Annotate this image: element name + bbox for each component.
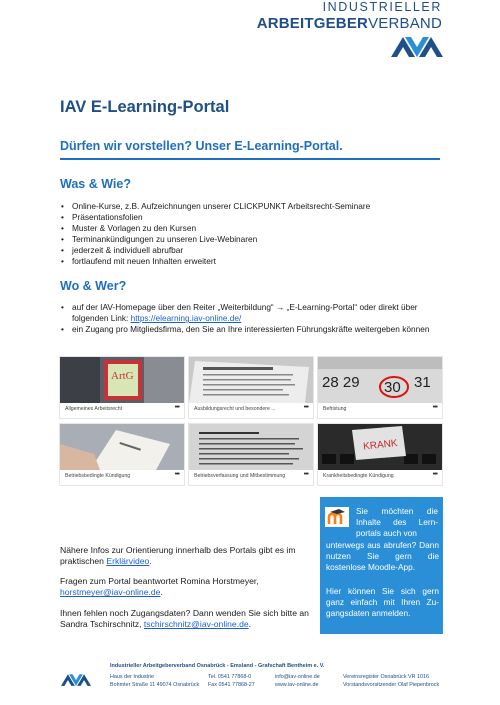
svg-text:KRANK: KRANK	[362, 437, 399, 453]
divider-rule	[60, 158, 440, 160]
explainer-video-link[interactable]: Erklärvideo	[106, 556, 150, 567]
tschirschnitz-email-link[interactable]: tschirschnitz@iav-online.de	[143, 619, 249, 630]
list-item	[60, 302, 445, 324]
info-paragraph-access	[60, 608, 320, 631]
calendar-image	[318, 357, 442, 403]
footer-line: Fax 0541 77868-27	[208, 681, 255, 688]
logo-line-2-thin: VERBAND	[368, 15, 442, 32]
moodle-text-2: unterwegs aus abrufen? Dann nutzen Sie gern die kostenlose Moodle-App.	[326, 540, 439, 573]
footer-web	[275, 674, 320, 690]
footer-phone	[208, 674, 255, 690]
info-text: Fragen zum Portal beantwortet Romina Horstmeyer,	[60, 576, 259, 586]
bullet-list-was-wie	[60, 201, 445, 268]
svg-text:28 29: 28 29	[322, 374, 360, 391]
list-item: • Präsentationsfolien	[60, 212, 445, 223]
contract-document-image	[189, 357, 313, 403]
logo-line-1: INDUSTRIELLER	[322, 0, 442, 14]
moodle-app-box	[320, 497, 443, 634]
more-options-icon[interactable]: •••	[174, 471, 179, 478]
course-tile-betriebsverfassung[interactable]	[188, 423, 314, 486]
letter-image	[60, 424, 184, 470]
more-options-icon[interactable]: •••	[303, 471, 308, 478]
list-item: • jederzeit & individuell abrufbar	[60, 245, 445, 256]
more-options-icon[interactable]: •••	[174, 404, 179, 411]
tile-label: Betriebsbedingte Kündigung	[65, 473, 131, 479]
elearning-link[interactable]: https://elearning.iav-online.de/	[130, 313, 242, 324]
moodle-text-1: Sie möchten die Inhalte des Lern-portals auch von	[356, 506, 438, 539]
course-tile-ausbildungsrecht[interactable]	[188, 356, 314, 419]
footer-line: Haus der Industrie	[110, 674, 155, 680]
moodle-text-3: Hier können Sie sich gern ganz einfach mit Ihren Zu-gangsdaten anmelden.	[326, 586, 439, 619]
list-item: • Terminankündigungen zu unseren Live-Webinaren	[60, 234, 445, 245]
section-heading-was-wie: Was & Wie?	[60, 177, 131, 191]
footer-line: Vereinsregister Osnabrück VR 1016	[343, 674, 429, 680]
more-options-icon[interactable]: •••	[303, 404, 308, 411]
tile-label: Befristung	[323, 406, 347, 412]
footer-logo-icon	[60, 672, 92, 687]
tile-label: Allgemeines Arbeitsrecht	[65, 406, 123, 412]
info-text-end: .	[160, 587, 163, 598]
more-options-icon[interactable]: •••	[432, 404, 437, 411]
moodle-icon	[325, 507, 349, 527]
svg-text:30: 30	[384, 379, 401, 396]
info-text-end: .	[149, 556, 152, 567]
footer-line: Bohmter Straße 11 49074 Osnabrück	[110, 681, 200, 688]
info-paragraph-questions	[60, 576, 320, 599]
more-options-icon[interactable]: •••	[432, 471, 437, 478]
footer-email-link[interactable]: info@iav-online.de	[275, 674, 320, 680]
info-text: Nähere Infos zur Orientierung innerhalb des Portals gibt es im praktischen	[60, 545, 296, 567]
footer-heading: Industrieller Arbeitgeberverband Osnabrück - Emsland - Grafschaft Bentheim e. V.	[110, 663, 325, 669]
list-item: • Muster & Vorlagen zu den Kursen	[60, 223, 445, 234]
bullet-list-wo-wer	[60, 302, 445, 335]
course-tile-allgemeines-arbeitsrecht[interactable]	[59, 356, 185, 419]
list-item: • fortlaufend mit neuen Inhalten erweitert	[60, 256, 445, 267]
info-paragraph-video	[60, 545, 320, 568]
logo-line-2	[257, 15, 442, 32]
logo-line-2-bold: ARBEITGEBER	[256, 15, 369, 32]
law-text-image	[189, 424, 313, 470]
svg-text:ArtG: ArtG	[111, 370, 134, 382]
tile-label: Betriebsverfassung und Mitbestimmung	[194, 473, 286, 479]
page-subtitle: Dürfen wir vorstellen? Unser E-Learning-Portal.	[60, 139, 343, 153]
footer-line: Tel. 0541 77868-0	[208, 674, 252, 680]
footer-website-link[interactable]: www.iav-online.de	[275, 681, 319, 688]
course-tile-betriebsbedingte-kuendigung[interactable]	[59, 423, 185, 486]
info-text-end: .	[248, 619, 252, 630]
list-item: • ein Zugang pro Mitgliedsfirma, den Sie an Ihre interessierten Führungskräfte weitergeben können	[60, 324, 445, 335]
list-item: • Online-Kurse, z.B. Aufzeichnungen unserer CLICKPUNKT Arbeitsrecht-Seminare	[60, 201, 445, 212]
section-heading-wo-wer: Wo & Wer?	[60, 279, 127, 293]
course-tile-befristung[interactable]	[317, 356, 443, 419]
artg-book-image	[60, 357, 184, 403]
svg-text:31: 31	[414, 374, 431, 391]
horstmeyer-email-link[interactable]: horstmeyer@iav-online.de	[60, 587, 161, 598]
footer-address	[110, 674, 199, 690]
footer-register	[343, 674, 439, 690]
footer-line: Vorstandsvorsitzender Olaf Piepenbrock	[343, 681, 440, 688]
keyboard-image	[318, 424, 442, 470]
course-tile-krankheitsbedingte-kuendigung[interactable]	[317, 423, 443, 486]
info-text: Ihnen fehlen noch Zugangsdaten? Dann wenden Sie sich bitte an Sandra Tschirschnitz,	[60, 608, 309, 630]
logo-mark-icon	[391, 33, 443, 59]
tile-label: Krankheitsbedingte Kündigung	[323, 473, 394, 479]
page-title: IAV E-Learning-Portal	[60, 98, 230, 116]
tile-label: Ausbildungsrecht und besondere ...	[194, 406, 276, 412]
list-item-text: auf der IAV-Homepage über den Reiter „Weiterbildung“ → „E-Learning-Portal“ oder direkt über folgenden Link:	[72, 302, 418, 324]
